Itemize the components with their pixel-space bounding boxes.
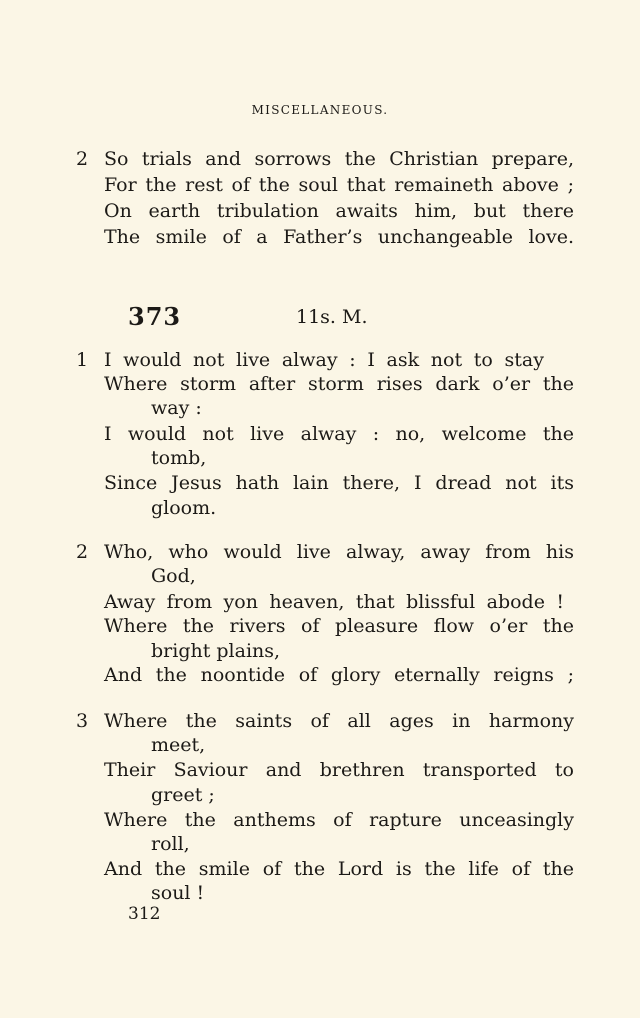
verse-line: roll,: [151, 833, 190, 855]
verse-line: gloom.: [151, 497, 217, 519]
stanza-number: 3: [76, 710, 89, 732]
verse-line: greet ;: [151, 784, 215, 806]
stanza-number: 2: [76, 148, 89, 170]
hymn-meter: 11s. M.: [296, 306, 368, 328]
verse-line: So trials and sorrows the Christian prepare,: [104, 148, 574, 170]
verse-line: Who, who would live alway, away from his: [104, 541, 574, 563]
verse-line: Where storm after storm rises dark o’er the: [104, 373, 574, 395]
verse-line: soul !: [151, 882, 205, 904]
verse-line: Where the anthems of rapture unceasingly: [104, 809, 574, 831]
verse-line: For the rest of the soul that remaineth above ;: [104, 174, 574, 196]
verse-line: I would not live alway : I ask not to stay: [104, 349, 544, 371]
verse-line: God,: [151, 565, 196, 587]
verse-line: way :: [151, 397, 202, 419]
verse-line: Where the saints of all ages in harmony: [104, 710, 574, 732]
verse-line: Since Jesus hath lain there, I dread not its: [104, 472, 574, 494]
verse-line: meet,: [151, 734, 206, 756]
page-number: 312: [128, 904, 161, 924]
verse-line: Where the rivers of pleasure flow o’er the: [104, 615, 574, 637]
stanza-number: 2: [76, 541, 89, 563]
verse-line: tomb,: [151, 447, 207, 469]
hymn-number: 373: [128, 302, 182, 331]
verse-line: Their Saviour and brethren transported to: [104, 759, 574, 781]
running-header: MISCELLANEOUS.: [251, 103, 389, 117]
verse-line: And the smile of the Lord is the life of the: [104, 858, 574, 880]
verse-line: bright plains,: [151, 640, 281, 662]
verse-line: Away from yon heaven, that blissful abode !: [104, 591, 564, 613]
stanza-number: 1: [76, 349, 89, 371]
verse-line: The smile of a Father’s unchangeable love.: [104, 226, 574, 248]
verse-line: On earth tribulation awaits him, but there: [104, 200, 574, 222]
verse-line: And the noontide of glory eternally reigns ;: [104, 664, 574, 686]
verse-line: I would not live alway : no, welcome the: [104, 423, 574, 445]
